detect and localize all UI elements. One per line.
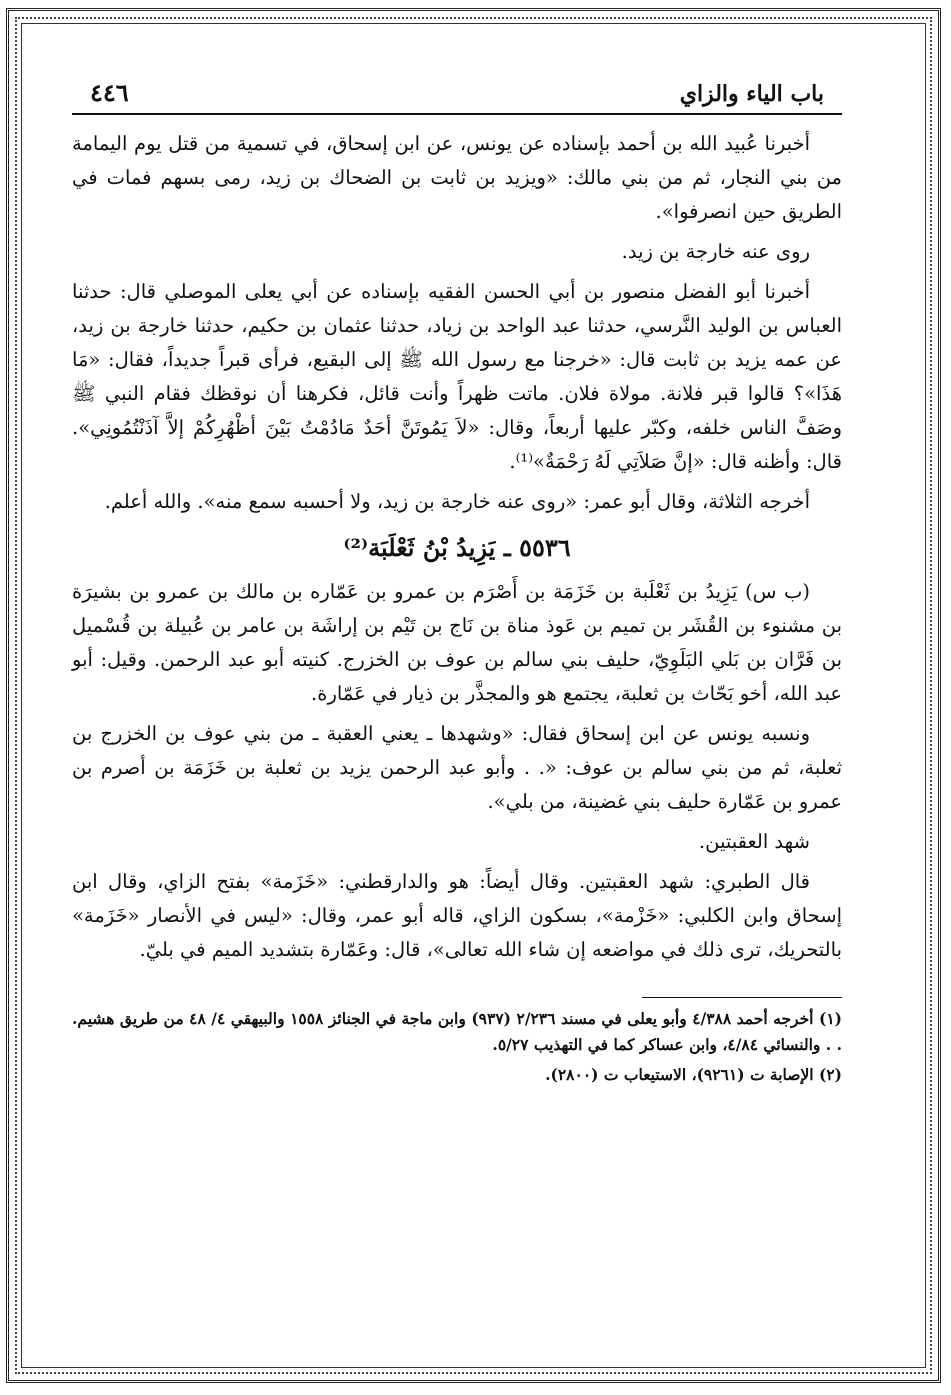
paragraph: ونسبه يونس عن ابن إسحاق فقال: «وشهدها ـ يعني العقبة ـ من بني عوف بن الخزرج بن ثعلبة، ثم من بني سالم بن عوف: «. . وأبو عبد الرحمن يزيد بن ثعلبة بن خَزَمَة بن أصرم بن عمرو بن عَمّارة حليف بني غضينة، من بلي». xyxy=(72,722,842,813)
paragraph: قال الطبري: شهد العقبتين. وقال أيضاً: هو والدارقطني: «خَزَمة» بفتح الزاي، وقال ابن إسحاق وابن الكلبي: «خَزْمة»، بسكون الزاي، قاله أبو عمر، وقال: «ليس في الأنصار «خَزَمة» بالتحريك، ترى ذلك في مواضعه إن شاء الله تعالى»، قال: وعَمّارة بتشديد الميم في بليّ. xyxy=(72,870,842,961)
paragraph: (ب س) يَزِيدُ بن ثَعْلَبة بن خَزَمَة بن أَصْرَم بن عمرو بن عَمّاره بن مالك بن عمرو بن بشيرَة بن مشنوء بن القُشَر بن تميم بن عَوذ مناة بن نَاج بن تَيْم بن إراشَة بن عامر بن عُبيلة بن قُسْميل بن فَرَّان بن بَلي البَلَوِيّ، حليف بني سالم بن عوف بن الخزرج. كنيته أبو عبد الرحمن. وقيل: أبو عبد الله، أخو بَحّاث بن ثعلبة، يجتمع هو والمجذَّر بن ذيار في عَمّارة. xyxy=(72,580,842,705)
paragraph: أخبرنا عُبيد الله بن أحمد بإسناده عن يونس، عن ابن إسحاق، في تسمية من قتل يوم اليمامة من بني النجار، ثم من بني مالك: «ويزيد بن ثابت بن الضحاك بن زيد، رمى بسهم فمات في الطريق حين انصرفوا». xyxy=(72,132,842,223)
running-header xyxy=(72,78,842,115)
paragraph: أخرجه الثلاثة، وقال أبو عمر: «روى عنه خارجة بن زيد، ولا أحسبه سمع منه». والله أعلم. xyxy=(104,490,810,513)
footnote-divider xyxy=(642,997,842,998)
footnote: (٢) الإصابة ت (٩٢٦١)، الاستيعاب ت (٢٨٠٠). xyxy=(545,1065,842,1084)
paragraph: شهد العقبتين. xyxy=(698,830,810,853)
paragraph: أخبرنا أبو الفضل منصور بن أبي الحسن الفقيه بإسناده عن أبي يعلى الموصلي قال: حدثنا العباس بن الوليد النَّرسي، حدثنا عبد الواحد بن زياد، حدثنا عثمان بن حكيم، حدثنا خارجة بن زيد، عن عمه يزيد بن ثابت قال: «خرجنا مع رسول الله ﷺ إلى البقيع، فرأى قبراً جديداً، فقال: «مَا هَذَا»؟ قالوا قبر فلانة. مولاة فلان. ماتت ظهراً وأنت قائل، فكرهنا أن نوقظك فقام النبي ﷺ وصَفَّ الناس خلفه، وكبّر عليها أربعاً، وقال: «لاَ يَمُوتَنَّ أحَدٌ مَادُمْتُ بَيْنَ أظْهُرِكُمْ إلاَّ آذَنْتُمُونِي». قال: وأظنه قال: «إنَّ صَلاَتِي لَهُ رَحْمَةٌ»⁽¹⁾. xyxy=(72,280,842,473)
chapter-title: باب الياء والزاي xyxy=(679,81,824,107)
page-number: ٤٤٦ xyxy=(90,78,129,107)
entry-title: ٥٥٣٦ ـ يَزِيدُ بْنُ ثَعْلَبَة⁽²⁾ xyxy=(343,533,571,562)
page-content xyxy=(72,78,842,1092)
paragraph: روى عنه خارجة بن زيد. xyxy=(621,240,810,263)
footnote: (١) أخرجه أحمد ٤/٣٨٨ وأبو يعلى في مسند ٢/٢٣٦ (٩٣٧) وابن ماجة في الجنائز ١٥٥٨ والبيهقي ٤/ ٤٨ من طريق هشيم. . . والنسائي ٤/٨٤، وابن عساكر كما في التهذيب ٥/٢٧. xyxy=(72,1009,842,1054)
